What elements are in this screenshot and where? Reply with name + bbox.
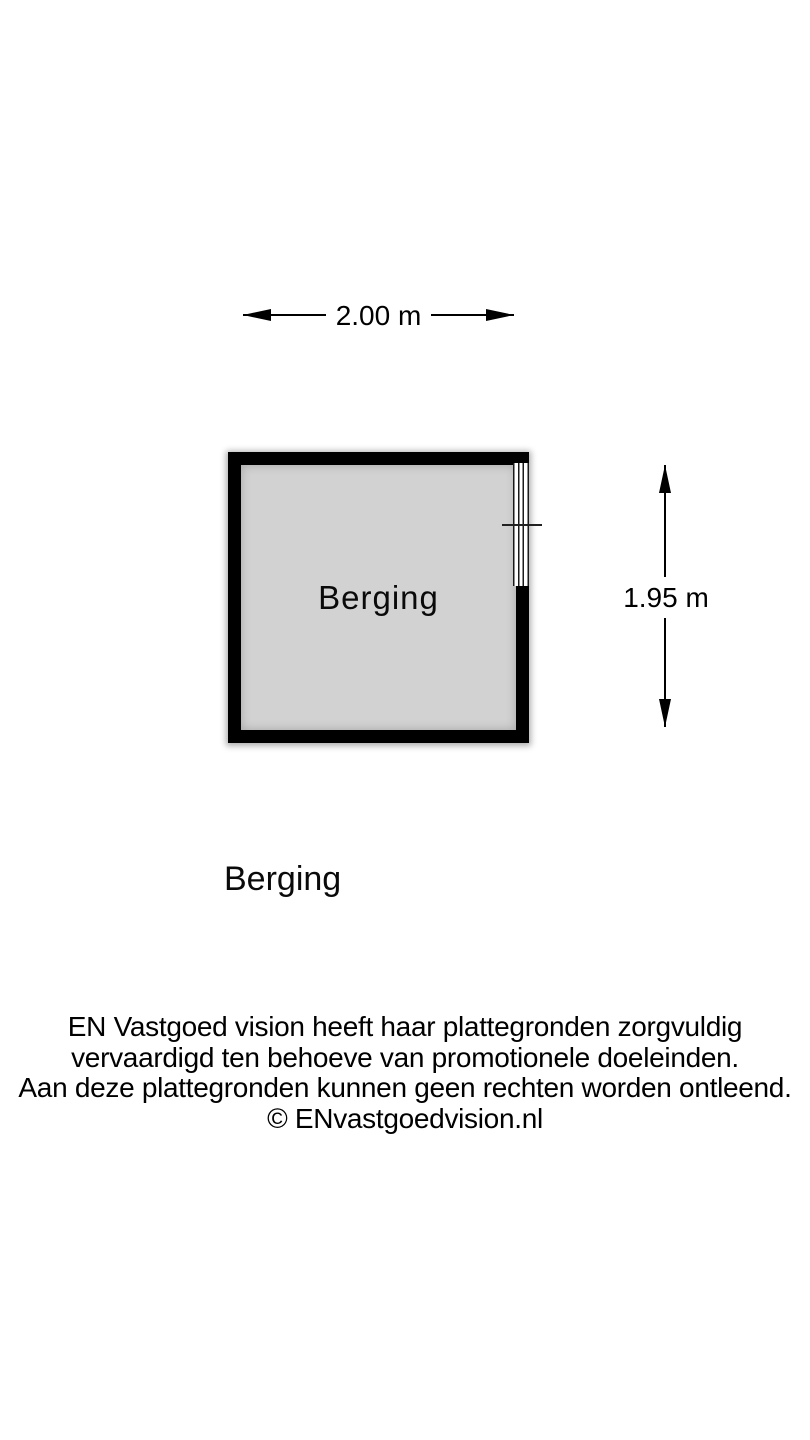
floorplan-title: Berging (224, 860, 342, 898)
height-dimension-label (566, 581, 766, 614)
width-dimension-text: 2.00 m (326, 300, 432, 331)
room-berging (228, 452, 529, 743)
height-dimension-text: 1.95 m (621, 577, 711, 618)
arrow-up-icon (659, 465, 671, 493)
arrow-down-icon (659, 699, 671, 727)
disclaimer-copyright: © ENvastgoedvision.nl (267, 1102, 543, 1134)
room-label: Berging (318, 578, 439, 616)
disclaimer-line: vervaardigd ten behoeve van promotionele doeleinden. (71, 1041, 739, 1073)
window-tick-mark (502, 524, 542, 526)
disclaimer (0, 1012, 810, 1134)
disclaimer-line: Aan deze plattegronden kunnen geen rechten worden ontleend. (18, 1072, 792, 1103)
width-dimension-label (243, 299, 514, 332)
disclaimer-line: EN Vastgoed vision heeft haar plattegronden zorgvuldig (67, 1011, 743, 1042)
